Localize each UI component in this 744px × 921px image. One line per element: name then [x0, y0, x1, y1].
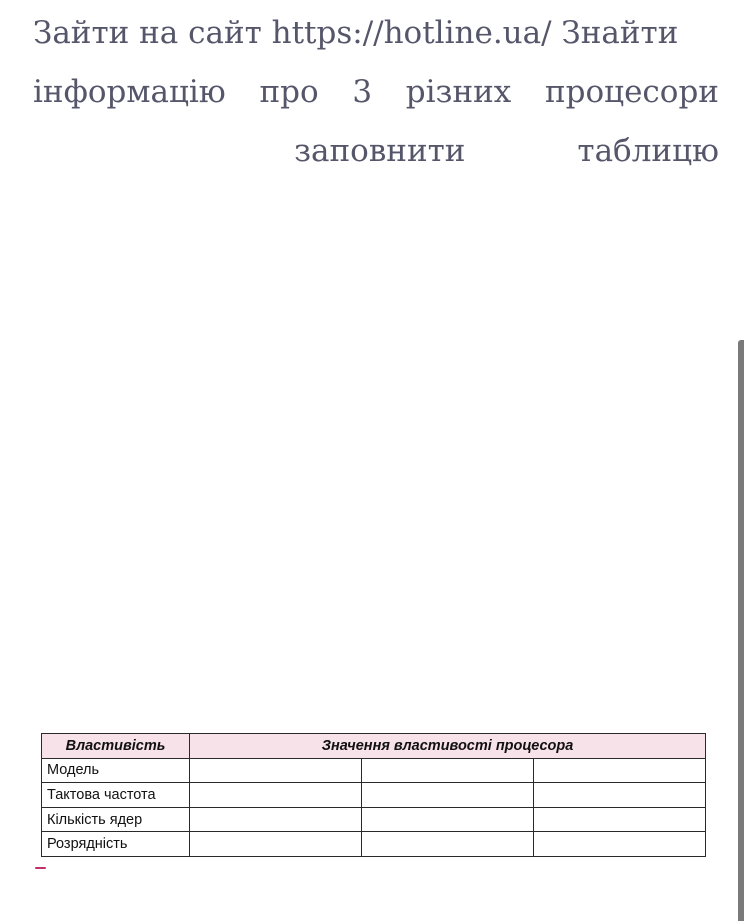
- task-line-2: [33, 63, 719, 122]
- table-row: [42, 832, 706, 857]
- header-property: Властивість: [42, 734, 190, 759]
- header-values: Значення властивості процесора: [190, 734, 706, 759]
- value-cell[interactable]: [190, 807, 362, 832]
- table-row: [42, 807, 706, 832]
- value-cell[interactable]: [190, 783, 362, 808]
- table-row: [42, 783, 706, 808]
- task-word: про: [259, 74, 319, 110]
- value-cell[interactable]: [362, 832, 534, 857]
- task-word: інформацію: [33, 74, 226, 110]
- value-cell[interactable]: [362, 807, 534, 832]
- processor-properties-table: [41, 733, 706, 857]
- task-word: 3: [352, 74, 373, 110]
- value-cell[interactable]: [362, 758, 534, 783]
- value-cell[interactable]: [534, 783, 706, 808]
- task-word: таблицю: [577, 133, 719, 169]
- task-word: процесори: [544, 74, 719, 110]
- property-label: Модель: [42, 758, 190, 783]
- vertical-scrollbar[interactable]: [738, 340, 744, 921]
- property-label: Кількість ядер: [42, 807, 190, 832]
- value-cell[interactable]: [534, 832, 706, 857]
- task-word: заповнити: [294, 133, 466, 169]
- value-cell[interactable]: [362, 783, 534, 808]
- pink-mark: [35, 867, 46, 869]
- task-line-3: [33, 122, 719, 181]
- value-cell[interactable]: [190, 832, 362, 857]
- value-cell[interactable]: [534, 807, 706, 832]
- task-word: різних: [405, 74, 512, 110]
- table-header-row: [42, 734, 706, 759]
- value-cell[interactable]: [190, 758, 362, 783]
- task-text: [33, 4, 719, 181]
- table-row: [42, 758, 706, 783]
- task-line-1: Зайти на сайт https://hotline.ua/ Знайти: [33, 15, 679, 51]
- value-cell[interactable]: [534, 758, 706, 783]
- property-label: Розрядність: [42, 832, 190, 857]
- property-label: Тактова частота: [42, 783, 190, 808]
